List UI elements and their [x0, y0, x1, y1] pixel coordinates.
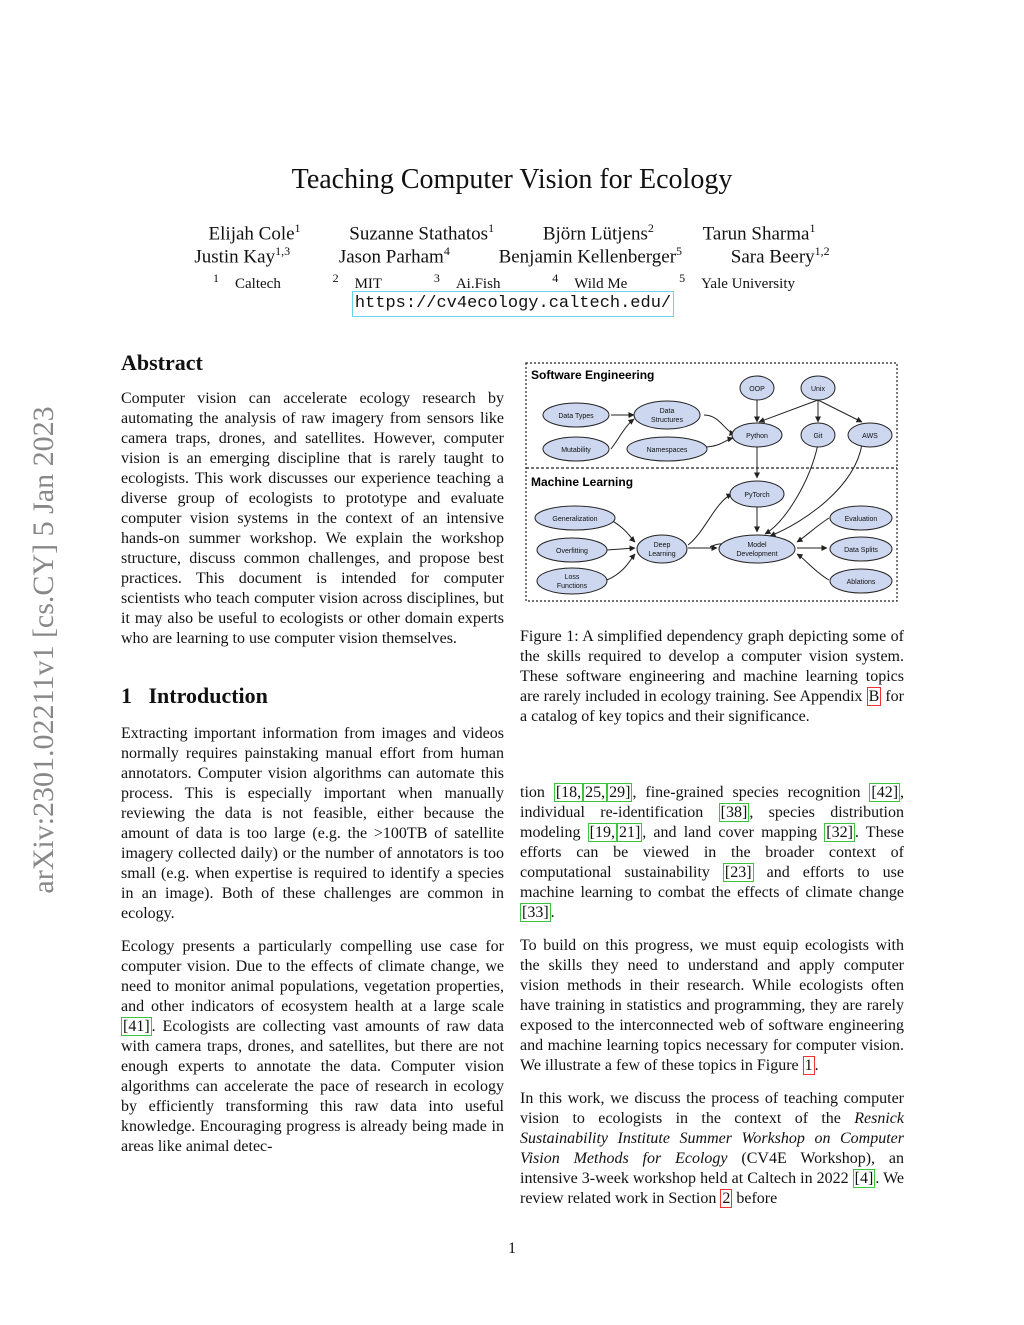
affiliation: $^1$ Caltech: [213, 271, 281, 292]
citation-link[interactable]: [18,: [555, 784, 582, 801]
abstract-text: Computer vision can accelerate ecology research by automating the analysis of raw imagery from sensors like camera traps, drones, and satellites. However, computer vision is an emerging discipline that is rarely taught to ecologists. This work discusses our experience teaching a diverse group of ecologists to prototype and evaluate computer vision systems in the context of an intensive hands-on summer workshop. We explain the workshop structure, discuss common challenges, and propose best practices. This document is intended for computer scientists who teach computer vision across disciplines, but it may also be useful to ecologists or other domain experts who are learning to use computer vision themselves.: [121, 390, 504, 647]
text-run: and efforts to use machine learning to combat the effects of climate change: [520, 864, 904, 901]
node-data-structures: [634, 401, 700, 429]
text-run: . These efforts can be viewed in the broader context of computational sustainability: [520, 824, 905, 881]
text-run: , species distribution modeling: [520, 804, 904, 841]
section-ref-link[interactable]: 2: [722, 1190, 731, 1207]
citation-link[interactable]: [33]: [522, 904, 549, 921]
page-number: 1: [508, 1240, 516, 1257]
node-label: OOP: [749, 386, 765, 393]
affiliations: [0, 271, 1024, 293]
edge: [607, 554, 635, 580]
node-label: Deep: [653, 542, 671, 549]
edge: [797, 554, 829, 580]
intro-paragraph-2: Ecology presents a particularly compelling use case for computer vision. Due to the effects of climate change, we need to monitor animal populations, vegetation properties, and other indicators of ecosystem health at a large scale [41] . Ecologists are collecting vast amounts of raw data with camera traps, drones, and satellites, but there are not enough experts to annotate the data. Computer vision algorithms can accelerate the pace of research in ecology by efficiently transforming this raw data into useful knowledge. Encouraging progress is already being made in areas like animal detec-: [121, 938, 504, 1155]
project-url-link[interactable]: https://cv4ecology.caltech.edu/: [352, 291, 674, 317]
affiliation: $^2$ MIT: [332, 271, 383, 292]
node-label: Unix: [810, 386, 826, 393]
figure-ref-link[interactable]: 1: [804, 1057, 813, 1074]
citation-link[interactable]: [19,: [589, 824, 615, 841]
text-run: , and land cover mapping: [642, 824, 825, 841]
affiliation: $^3$ Ai.Fish: [433, 271, 501, 292]
arxiv-stamp: [22, 370, 66, 930]
citation-link[interactable]: [38]: [720, 804, 748, 821]
node-label: Mutability: [561, 447, 591, 454]
node-label: Data: [659, 408, 675, 415]
author: Elijah Cole$^1$: [208, 221, 301, 245]
citation-link[interactable]: [23]: [724, 864, 752, 881]
edge: [704, 438, 733, 447]
text-run: .: [550, 904, 555, 921]
node-label: Data Splits: [844, 547, 878, 554]
figure-caption: Figure 1: A simplified dependency graph depicting some of the skills required to develop a computer vision system. These software engineering and machine learning topics are rarely included in ecology training. See Appendix B for a catalog of key topics and their significance.: [520, 628, 904, 725]
appendix-ref-link[interactable]: B: [868, 688, 880, 705]
node-label: Ablations: [846, 579, 876, 586]
node-label: Data Types: [558, 413, 594, 420]
figure-1: [525, 362, 898, 602]
node-label: Overfitting: [556, 548, 588, 555]
citation-link[interactable]: [42]: [871, 784, 899, 801]
author: Sara Beery$^{1,2}$: [730, 244, 830, 268]
intro-heading: 1 Introduction: [121, 683, 268, 708]
edge: [818, 400, 862, 422]
edge: [704, 415, 735, 434]
edge: [797, 518, 829, 542]
node-label: Git: [813, 433, 823, 440]
edge: [607, 548, 635, 550]
node-label: Development: [736, 551, 778, 558]
citation-link[interactable]: 21]: [618, 824, 641, 841]
author: Tarun Sharma$^1$: [702, 221, 816, 245]
citation-link[interactable]: [32]: [826, 824, 853, 841]
section-label-software: Software Engineering: [531, 368, 655, 382]
right-paragraph-3: In this work, we discuss the process of teaching computer vision to ecologists in the context of the Resnick Sustainability Institute Summer Workshop on Computer Vision Methods for Ecology (CV4E Workshop), an intensive 3-week workshop held at Caltech in 2022 [4] . We review related work in Section 2 before: [520, 1090, 904, 1207]
edge: [688, 494, 732, 545]
text-run: tion: [520, 784, 554, 801]
dependency-graph: [525, 362, 898, 602]
affiliation: $^5$ Yale University: [679, 271, 795, 292]
node-model-development: [719, 535, 795, 563]
left-column: [121, 350, 504, 1170]
affiliation: $^4$ Wild Me: [552, 271, 628, 292]
node-label: Generalization: [552, 516, 598, 523]
node-label: Loss: [564, 574, 580, 581]
node-label: AWS: [862, 433, 878, 440]
node-label: Structures: [651, 417, 683, 424]
citation-link[interactable]: [41]: [123, 1018, 150, 1035]
text-run: , individual re-identification: [520, 784, 905, 821]
citation-link[interactable]: 29]: [609, 784, 631, 801]
text-run: , fine-grained species recognition: [632, 784, 870, 801]
right-column: [520, 783, 904, 1222]
author: Benjamin Kellenberger$^5$: [498, 244, 683, 268]
node-label: Namespaces: [646, 447, 688, 454]
node-deep-learning: [637, 535, 687, 563]
section-label-ml: Machine Learning: [531, 475, 634, 489]
node-label: Model: [747, 542, 767, 549]
paper-title: Teaching Computer Vision for Ecology: [291, 164, 733, 195]
edge: [759, 400, 818, 422]
author: Jason Parham$^4$: [338, 244, 450, 268]
right-paragraph-2: To build on this progress, we must equip ecologists with the skills they need to understand and apply computer vision methods in their research. While ecologists often have training in statistics and programming, they are rarely exposed to the interconnected web of software engineering and machine learning topics necessary for computer vision. We illustrate a few of these topics in Figure 1 .: [520, 937, 904, 1074]
node-label: Evaluation: [844, 516, 878, 523]
node-label: PyTorch: [744, 492, 770, 499]
node-loss-functions: [537, 568, 607, 594]
abstract-heading: Abstract: [121, 350, 203, 375]
author: Björn Lütjens$^2$: [542, 221, 654, 245]
author: Justin Kay$^{1,3}$: [194, 244, 291, 268]
arxiv-id: arXiv:2301.02211v1 [cs.CY] 5 Jan 2023: [27, 406, 60, 894]
right-paragraph-1: [520, 783, 904, 923]
citation-link[interactable]: 25,: [585, 784, 606, 801]
authors-row-1: [0, 221, 1024, 245]
citation-link[interactable]: [4]: [854, 1170, 874, 1187]
authors-row-2: [0, 244, 1024, 268]
intro-paragraph-1: Extracting important information from images and videos normally requires painstaking manual effort from human annotators. Computer vision algorithms can automate this process. This is especially important when manually reviewing the data is not feasible, either because the amount of data is too large (e.g. the >100TB of satellite imagery collected daily) or the number of annotators is too small (e.g. when expertise is required to identify a species in an image). Both of these challenges are common in ecology.: [121, 725, 504, 922]
node-label: Functions: [556, 583, 588, 590]
node-label: Learning: [648, 551, 676, 558]
node-label: Python: [746, 433, 768, 440]
author: Suzanne Stathatos$^1$: [349, 221, 495, 245]
